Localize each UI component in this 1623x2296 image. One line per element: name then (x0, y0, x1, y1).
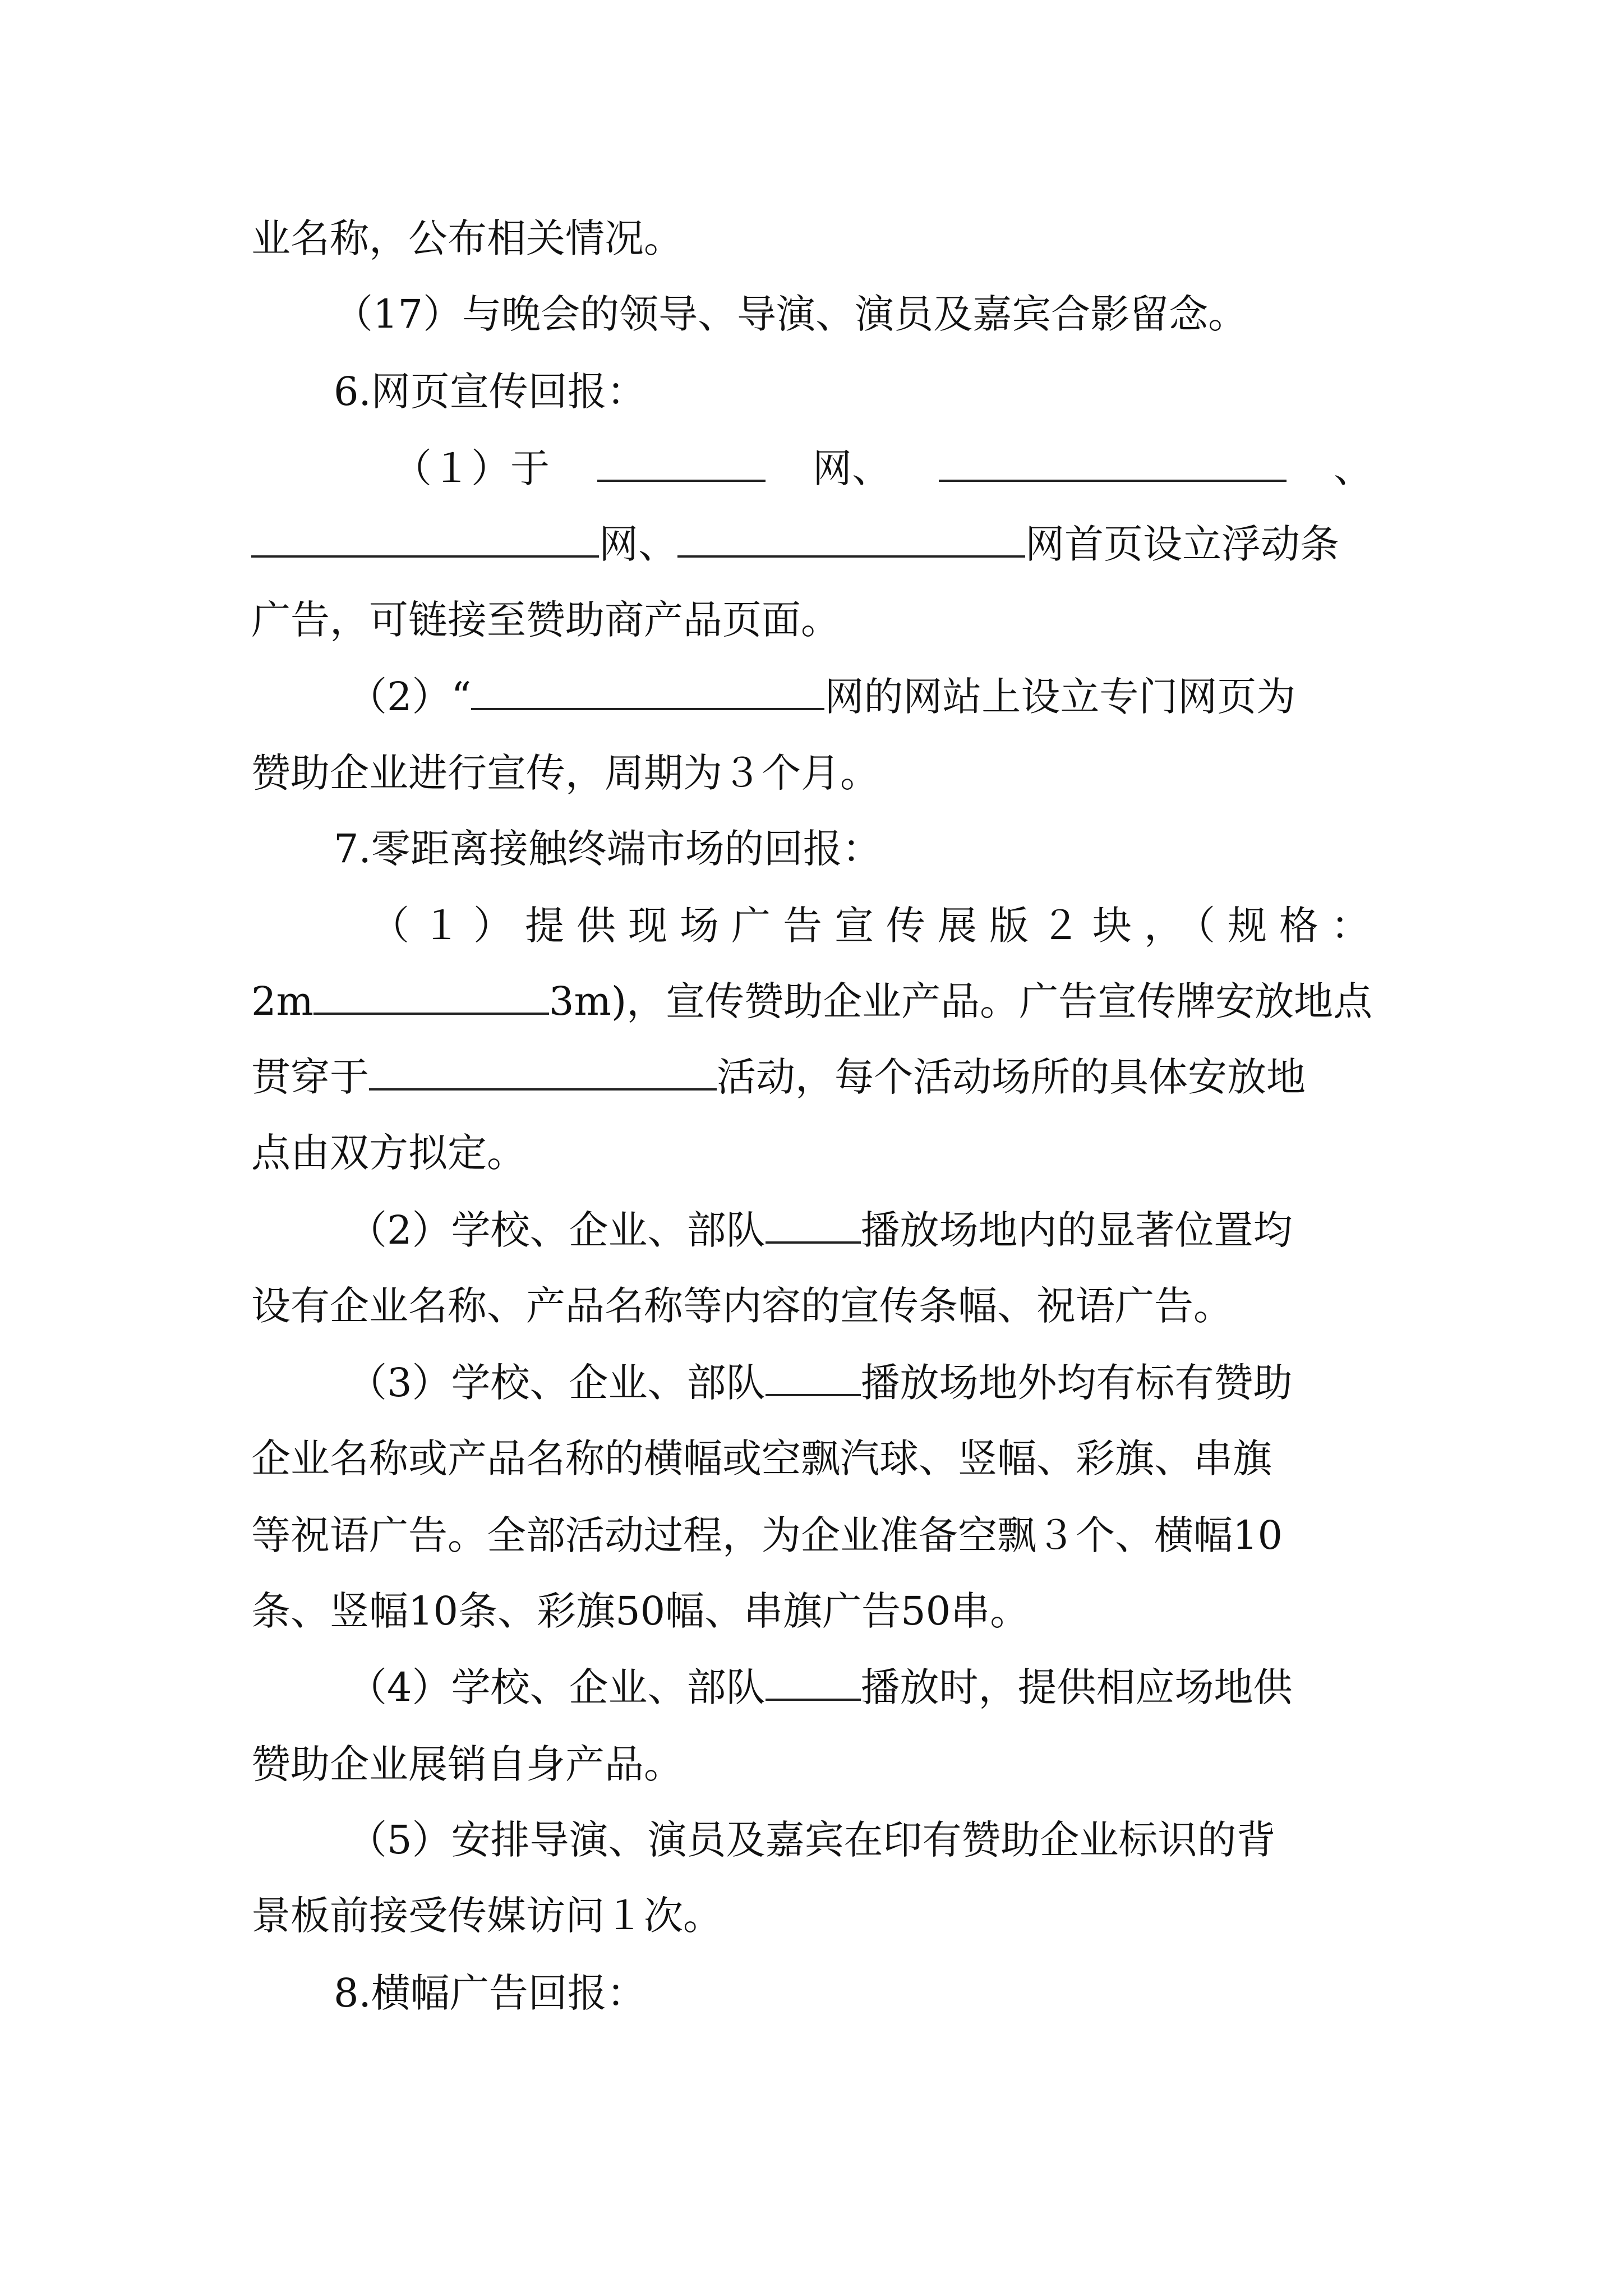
line-text: 赞助企业展销自身产品。 (251, 1741, 683, 1787)
line-text: 播放场地外均有标有赞助 (860, 1360, 1293, 1406)
paragraph-line (334, 286, 1399, 342)
line-text: （4）学校、企业、部队 (348, 1664, 766, 1710)
paragraph-line (393, 440, 1373, 496)
paragraph-line (370, 898, 1382, 954)
section-heading (334, 364, 1175, 420)
line-text: 2m (251, 978, 313, 1024)
paragraph-line (251, 1583, 1373, 1639)
line-text: 等祝语广告。全部活动过程，为企业准备空飘３个、横幅10 (251, 1512, 1283, 1558)
fill-blank (313, 978, 549, 1015)
line-text: （１）提供现场广告宣传展版２块，（规格： (370, 903, 1382, 949)
paragraph-line (251, 1125, 1373, 1181)
line-text: 播放场地内的显著位置均 (860, 1207, 1293, 1253)
fill-blank (369, 1053, 717, 1091)
line-text: 企业名称或产品名称的横幅或空飘汽球、竖幅、彩旗、串旗 (251, 1435, 1272, 1481)
section-heading (334, 821, 1343, 877)
fill-blank (677, 521, 1025, 558)
paragraph-line (251, 1888, 1373, 1944)
heading-text: 7.零距离接触终端市场的回报： (334, 826, 882, 872)
line-text: 景板前接受传媒访问１次。 (251, 1893, 722, 1939)
heading-text: 6.网页宣传回报： (334, 369, 646, 415)
line-text: 网的网站上设立专门网页为 (824, 674, 1296, 720)
line-text: 业名称，公布相关情况。 (251, 215, 683, 261)
fill-blank (471, 673, 824, 710)
line-text: 点由双方拟定。 (251, 1130, 526, 1176)
paragraph-line (348, 1355, 1374, 1411)
line-text: 广告，可链接至赞助商产品页面。 (251, 597, 840, 643)
paragraph-line (348, 1812, 1374, 1868)
paragraph-line (251, 592, 1373, 648)
paragraph-line (251, 1507, 1373, 1563)
paragraph-line (348, 1659, 1374, 1715)
paragraph-line (251, 1049, 1373, 1105)
fill-blank (251, 521, 599, 558)
line-text: （１）于 (393, 445, 550, 491)
paragraph-line (348, 669, 1374, 725)
paragraph-line (251, 210, 1373, 266)
line-text: （2）“ (348, 674, 472, 720)
line-text: 网、 (813, 445, 891, 491)
fill-blank (597, 445, 766, 482)
line-text: （17）与晚会的领导、导演、演员及嘉宾合影留念。 (334, 291, 1248, 337)
paragraph-line (251, 745, 1373, 801)
paragraph-line (251, 516, 1373, 572)
line-text: 网、 (599, 521, 677, 567)
line-text: 网首页设立浮动条 (1025, 521, 1339, 567)
line-text: （2）学校、企业、部队 (348, 1207, 766, 1253)
fill-blank (939, 445, 1287, 482)
line-text: 设有企业名称、产品名称等内容的宣传条幅、祝语广告。 (251, 1283, 1233, 1329)
line-text: 、 (1334, 445, 1373, 491)
line-text: 贯穿于 (251, 1054, 369, 1100)
fill-blank (766, 1359, 861, 1396)
line-text: 活动，每个活动场所的具体安放地 (717, 1054, 1306, 1100)
line-text: （5）安排导演、演员及嘉宾在印有赞助企业标识的背 (348, 1817, 1276, 1863)
line-text: 3m)，宣传赞助企业产品。广告宣传牌安放地点 (548, 978, 1373, 1024)
heading-text: 8.横幅广告回报： (334, 1970, 646, 2016)
paragraph-line (348, 1202, 1374, 1258)
paragraph-line (251, 1430, 1373, 1487)
paragraph-line (251, 973, 1373, 1029)
line-text: 条、竖幅10条、彩旗50幅、串旗广告50串。 (251, 1588, 1030, 1634)
section-heading (334, 1965, 1343, 2021)
paragraph-line (251, 1278, 1373, 1334)
line-text: 播放时，提供相应场地供 (860, 1664, 1293, 1710)
line-text: 赞助企业进行宣传，周期为３个月。 (251, 750, 879, 796)
paragraph-line (251, 1736, 1373, 1792)
fill-blank (766, 1664, 861, 1701)
line-text: （3）学校、企业、部队 (348, 1360, 766, 1406)
fill-blank (766, 1207, 861, 1244)
